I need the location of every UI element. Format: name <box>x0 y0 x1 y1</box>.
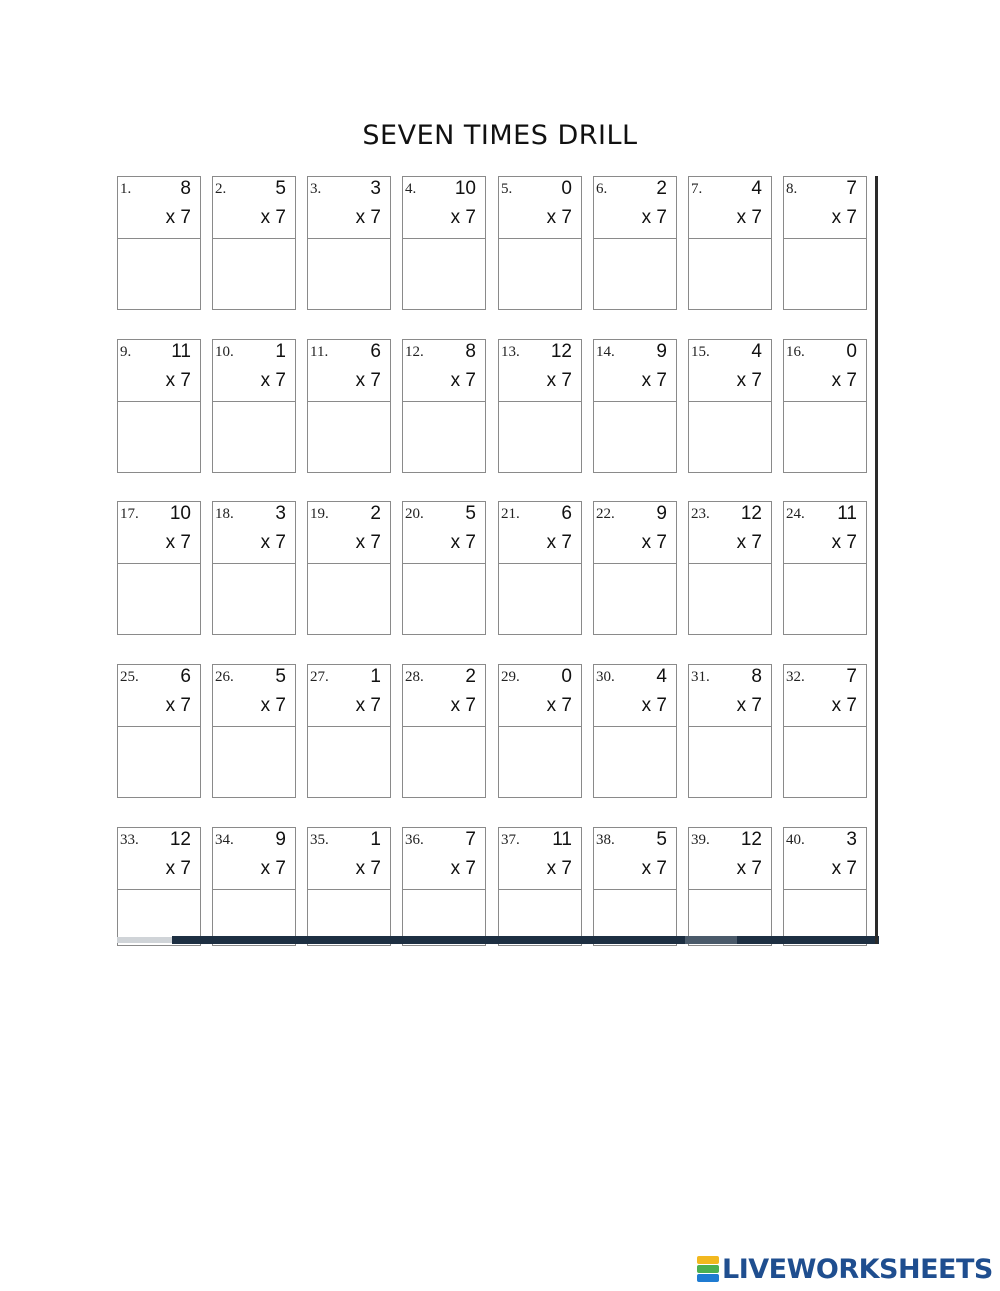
problem-number: 19. <box>310 506 329 522</box>
problem-cell <box>593 339 677 473</box>
problem-number: 23. <box>691 506 710 522</box>
problem-question <box>784 502 866 564</box>
problem-operand: 11 <box>171 341 191 362</box>
problem-multiplier: x 7 <box>546 858 572 879</box>
problem-question <box>594 340 676 402</box>
problem-number: 5. <box>501 181 513 197</box>
problem-number: 13. <box>501 344 520 360</box>
problem-operand: 5 <box>275 666 286 687</box>
worksheet-title: SEVEN TIMES DRILL <box>362 120 638 151</box>
answer-box[interactable] <box>784 402 866 471</box>
liveworksheets-logo-icon <box>697 1256 719 1282</box>
problem-cell <box>498 176 582 310</box>
problem-cell <box>117 827 201 946</box>
problem-number: 28. <box>405 669 424 685</box>
problem-operand: 12 <box>740 503 762 524</box>
problem-question <box>213 665 295 727</box>
problem-operand: 12 <box>740 829 762 850</box>
answer-box[interactable] <box>784 727 866 796</box>
problem-multiplier: x 7 <box>831 858 857 879</box>
problem-question <box>213 340 295 402</box>
problem-operand: 3 <box>370 178 381 199</box>
problem-question <box>308 177 390 239</box>
problem-cell <box>212 501 296 635</box>
liveworksheets-logo <box>697 1252 993 1286</box>
problem-multiplier: x 7 <box>736 532 762 553</box>
problem-multiplier: x 7 <box>641 858 667 879</box>
problem-multiplier: x 7 <box>546 532 572 553</box>
problem-operand: 3 <box>846 829 857 850</box>
problem-multiplier: x 7 <box>355 695 381 716</box>
problem-question <box>213 177 295 239</box>
problem-cell <box>688 176 772 310</box>
problem-cell <box>593 827 677 946</box>
problem-question <box>403 177 485 239</box>
problem-multiplier: x 7 <box>165 207 191 228</box>
problem-question <box>784 665 866 727</box>
problem-operand: 7 <box>846 178 857 199</box>
problem-operand: 12 <box>169 829 191 850</box>
problem-multiplier: x 7 <box>260 858 286 879</box>
problem-operand: 4 <box>751 341 762 362</box>
problem-operand: 5 <box>275 178 286 199</box>
problem-number: 12. <box>405 344 424 360</box>
problem-number: 7. <box>691 181 703 197</box>
problem-number: 24. <box>786 506 805 522</box>
problem-question <box>499 502 581 564</box>
problem-multiplier: x 7 <box>831 370 857 391</box>
problem-cell <box>783 501 867 635</box>
problem-cell <box>498 501 582 635</box>
problem-number: 35. <box>310 832 329 848</box>
problem-number: 16. <box>786 344 805 360</box>
problem-number: 4. <box>405 181 417 197</box>
problem-number: 31. <box>691 669 710 685</box>
problem-multiplier: x 7 <box>355 370 381 391</box>
problem-cell <box>117 501 201 635</box>
problem-number: 22. <box>596 506 615 522</box>
problem-question <box>499 177 581 239</box>
problem-operand: 2 <box>370 503 381 524</box>
problem-operand: 6 <box>561 503 572 524</box>
problem-cell <box>117 664 201 798</box>
problem-cell <box>593 501 677 635</box>
problem-cell <box>307 501 391 635</box>
answer-box[interactable] <box>308 564 390 633</box>
problem-question <box>213 502 295 564</box>
problem-question <box>784 340 866 402</box>
problem-number: 17. <box>120 506 139 522</box>
answer-box[interactable] <box>689 727 771 796</box>
answer-box[interactable] <box>689 402 771 471</box>
problem-operand: 6 <box>370 341 381 362</box>
problem-multiplier: x 7 <box>450 858 476 879</box>
problem-operand: 9 <box>275 829 286 850</box>
problem-cell <box>307 176 391 310</box>
problem-operand: 10 <box>454 178 476 199</box>
problem-question <box>499 665 581 727</box>
answer-box[interactable] <box>499 727 581 796</box>
problem-number: 33. <box>120 832 139 848</box>
problem-question <box>689 502 771 564</box>
answer-box[interactable] <box>213 402 295 471</box>
answer-box[interactable] <box>499 402 581 471</box>
problem-question <box>594 502 676 564</box>
problem-multiplier: x 7 <box>641 532 667 553</box>
problem-operand: 5 <box>465 503 476 524</box>
problem-cell <box>688 339 772 473</box>
problem-number: 37. <box>501 832 520 848</box>
problem-question <box>403 502 485 564</box>
problem-number: 2. <box>215 181 227 197</box>
answer-box[interactable] <box>118 239 200 308</box>
problem-number: 39. <box>691 832 710 848</box>
problem-cell <box>402 501 486 635</box>
answer-box[interactable] <box>594 727 676 796</box>
problem-cell <box>498 664 582 798</box>
problem-cell <box>307 339 391 473</box>
answer-box[interactable] <box>118 564 200 633</box>
answer-box[interactable] <box>213 239 295 308</box>
problem-multiplier: x 7 <box>165 370 191 391</box>
problem-number: 20. <box>405 506 424 522</box>
problem-multiplier: x 7 <box>355 858 381 879</box>
problem-multiplier: x 7 <box>641 370 667 391</box>
problem-cell <box>593 664 677 798</box>
problem-cell <box>783 176 867 310</box>
problem-question <box>118 665 200 727</box>
problem-number: 32. <box>786 669 805 685</box>
answer-box[interactable] <box>594 239 676 308</box>
problem-question <box>118 340 200 402</box>
answer-box[interactable] <box>403 564 485 633</box>
problem-multiplier: x 7 <box>165 532 191 553</box>
bottom-border-light <box>117 937 172 943</box>
problem-operand: 3 <box>275 503 286 524</box>
problem-cell <box>212 827 296 946</box>
bottom-border-segment <box>685 936 737 944</box>
problem-operand: 4 <box>656 666 667 687</box>
problem-operand: 4 <box>751 178 762 199</box>
problem-number: 1. <box>120 181 132 197</box>
problem-cell <box>307 827 391 946</box>
problem-number: 6. <box>596 181 608 197</box>
answer-box[interactable] <box>213 564 295 633</box>
problem-operand: 10 <box>169 503 191 524</box>
problem-number: 40. <box>786 832 805 848</box>
problem-number: 8. <box>786 181 798 197</box>
problem-operand: 7 <box>465 829 476 850</box>
problem-question <box>403 665 485 727</box>
problem-operand: 0 <box>561 666 572 687</box>
problem-question <box>594 828 676 890</box>
problem-cell <box>402 176 486 310</box>
problem-operand: 11 <box>837 503 857 524</box>
answer-box[interactable] <box>594 564 676 633</box>
problem-cell <box>117 176 201 310</box>
problem-number: 21. <box>501 506 520 522</box>
problem-cell <box>498 339 582 473</box>
problem-multiplier: x 7 <box>165 858 191 879</box>
problem-question <box>118 502 200 564</box>
answer-box[interactable] <box>689 564 771 633</box>
problem-multiplier: x 7 <box>736 858 762 879</box>
answer-box[interactable] <box>403 239 485 308</box>
problem-question <box>213 828 295 890</box>
problem-number: 14. <box>596 344 615 360</box>
problem-number: 36. <box>405 832 424 848</box>
problem-question <box>689 665 771 727</box>
bottom-border <box>172 936 879 944</box>
problem-operand: 1 <box>370 829 381 850</box>
problem-operand: 7 <box>846 666 857 687</box>
problem-operand: 9 <box>656 503 667 524</box>
problem-multiplier: x 7 <box>450 532 476 553</box>
answer-box[interactable] <box>784 239 866 308</box>
problem-operand: 2 <box>656 178 667 199</box>
problem-operand: 11 <box>552 829 572 850</box>
answer-box[interactable] <box>403 727 485 796</box>
problem-multiplier: x 7 <box>736 207 762 228</box>
problem-cell <box>688 827 772 946</box>
problem-question <box>784 177 866 239</box>
problem-operand: 1 <box>275 341 286 362</box>
problem-operand: 0 <box>846 341 857 362</box>
problem-question <box>118 177 200 239</box>
problem-multiplier: x 7 <box>831 532 857 553</box>
problem-multiplier: x 7 <box>641 207 667 228</box>
problem-operand: 6 <box>180 666 191 687</box>
problem-cell <box>307 664 391 798</box>
problem-number: 26. <box>215 669 234 685</box>
problem-multiplier: x 7 <box>546 370 572 391</box>
answer-box[interactable] <box>118 727 200 796</box>
answer-box[interactable] <box>594 402 676 471</box>
problem-multiplier: x 7 <box>831 207 857 228</box>
problem-multiplier: x 7 <box>736 695 762 716</box>
problem-question <box>594 665 676 727</box>
answer-box[interactable] <box>689 239 771 308</box>
problem-number: 9. <box>120 344 132 360</box>
answer-box[interactable] <box>499 564 581 633</box>
problem-number: 15. <box>691 344 710 360</box>
problem-question <box>594 177 676 239</box>
problem-operand: 5 <box>656 829 667 850</box>
problem-operand: 0 <box>561 178 572 199</box>
problem-multiplier: x 7 <box>355 532 381 553</box>
problem-question <box>308 502 390 564</box>
problem-cell <box>117 339 201 473</box>
problem-multiplier: x 7 <box>450 695 476 716</box>
problem-number: 29. <box>501 669 520 685</box>
problem-cell <box>402 339 486 473</box>
problem-question <box>499 340 581 402</box>
problem-multiplier: x 7 <box>260 370 286 391</box>
problem-multiplier: x 7 <box>831 695 857 716</box>
answer-box[interactable] <box>784 564 866 633</box>
logo-block-yellow <box>697 1256 719 1264</box>
answer-box[interactable] <box>213 727 295 796</box>
problem-cell <box>688 664 772 798</box>
problem-multiplier: x 7 <box>260 207 286 228</box>
drill-grid <box>117 176 879 946</box>
problem-multiplier: x 7 <box>260 695 286 716</box>
problem-multiplier: x 7 <box>546 695 572 716</box>
problem-cell <box>688 501 772 635</box>
logo-block-blue <box>697 1274 719 1282</box>
problem-cell <box>212 176 296 310</box>
problem-cell <box>593 176 677 310</box>
right-border <box>875 176 878 944</box>
problem-cell <box>783 664 867 798</box>
problem-operand: 8 <box>465 341 476 362</box>
problem-operand: 9 <box>656 341 667 362</box>
answer-box[interactable] <box>499 239 581 308</box>
problem-operand: 12 <box>550 341 572 362</box>
problem-cell <box>783 339 867 473</box>
answer-box[interactable] <box>118 402 200 471</box>
problem-question <box>689 828 771 890</box>
problem-multiplier: x 7 <box>165 695 191 716</box>
problem-question <box>118 828 200 890</box>
logo-block-green <box>697 1265 719 1273</box>
problem-operand: 8 <box>180 178 191 199</box>
answer-box[interactable] <box>308 402 390 471</box>
problem-question <box>689 340 771 402</box>
problem-number: 34. <box>215 832 234 848</box>
problem-number: 38. <box>596 832 615 848</box>
problem-number: 10. <box>215 344 234 360</box>
problem-question <box>689 177 771 239</box>
problem-cell <box>402 827 486 946</box>
problem-number: 30. <box>596 669 615 685</box>
problem-question <box>308 665 390 727</box>
problem-multiplier: x 7 <box>355 207 381 228</box>
problem-multiplier: x 7 <box>641 695 667 716</box>
problem-question <box>403 828 485 890</box>
problem-multiplier: x 7 <box>546 207 572 228</box>
problem-operand: 1 <box>370 666 381 687</box>
logo-text: LIVEWORKSHEETS <box>722 1253 993 1285</box>
problem-operand: 2 <box>465 666 476 687</box>
problem-cell <box>212 664 296 798</box>
problem-number: 18. <box>215 506 234 522</box>
answer-box[interactable] <box>308 727 390 796</box>
problem-multiplier: x 7 <box>260 532 286 553</box>
problem-multiplier: x 7 <box>736 370 762 391</box>
problem-question <box>403 340 485 402</box>
problem-question <box>308 828 390 890</box>
problem-operand: 8 <box>751 666 762 687</box>
problem-question <box>499 828 581 890</box>
answer-box[interactable] <box>308 239 390 308</box>
problem-number: 27. <box>310 669 329 685</box>
problem-question <box>308 340 390 402</box>
answer-box[interactable] <box>403 402 485 471</box>
problem-cell <box>212 339 296 473</box>
problem-cell <box>783 827 867 946</box>
problem-cell <box>498 827 582 946</box>
problem-number: 25. <box>120 669 139 685</box>
problem-multiplier: x 7 <box>450 207 476 228</box>
problem-cell <box>402 664 486 798</box>
problem-question <box>784 828 866 890</box>
problem-number: 3. <box>310 181 322 197</box>
problem-multiplier: x 7 <box>450 370 476 391</box>
problem-number: 11. <box>310 344 329 360</box>
